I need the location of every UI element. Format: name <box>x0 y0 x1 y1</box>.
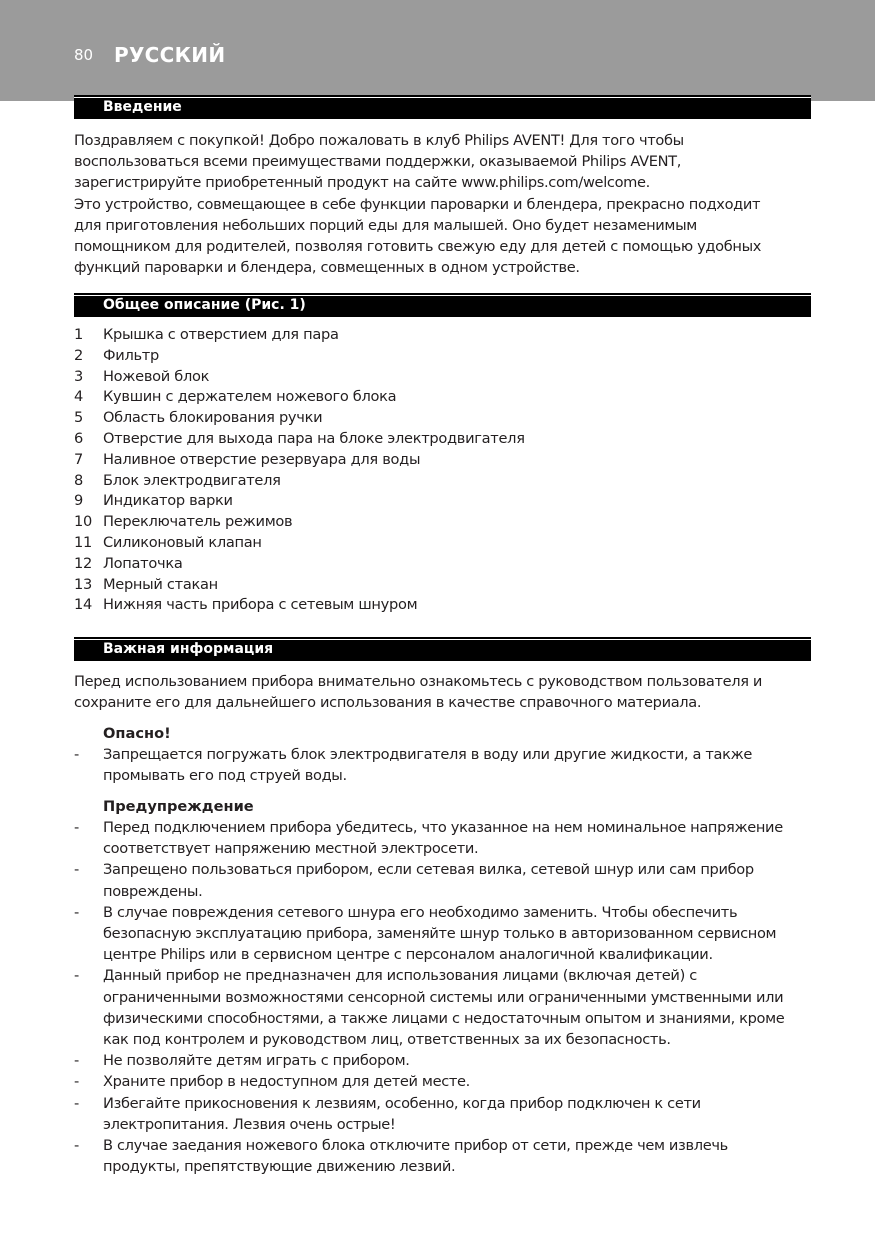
text-line: зарегистрируйте приобретенный продукт на сайте www.philips.com/welcome. <box>74 174 650 192</box>
list-item: 13 Мерный стакан <box>74 575 218 593</box>
important-intro-paragraph <box>74 671 814 713</box>
text-line: функций пароварки и блендера, совмещенных в одном устройстве. <box>74 259 580 277</box>
section-heading-important: Важная информация <box>74 637 811 661</box>
list-item: 9 Индикатор варки <box>74 492 233 510</box>
section-heading-general-description: Общее описание (Рис. 1) <box>74 293 811 317</box>
text-line: помощником для родителей, позволяя готовить свежую еду для детей с помощью удобных <box>74 238 762 256</box>
list-item: 12 Лопаточка <box>74 554 183 572</box>
list-item: 14 Нижняя часть прибора с сетевым шнуром <box>74 596 418 614</box>
danger-list <box>74 744 814 786</box>
list-item: 4 Кувшин с держателем ножевого блока <box>74 388 397 406</box>
text-line: Поздравляем с покупкой! Добро пожаловать в клуб Philips AVENT! Для того чтобы <box>74 132 684 149</box>
danger-heading: Опасно! <box>103 725 171 742</box>
text-line: сохраните его для дальнейшего использования в качестве справочного материала. <box>74 694 702 712</box>
list-item: - Данный прибор не предназначен для использования лицами (включая детей) с ограниченными возможностями сенсорной системы или ограниченными умственными или физическими способностями, а также лицами с недостаточным опытом и знаниями, кроме как под контролем и руководством лиц, ответственных за их безопасность. <box>74 967 785 1049</box>
warning-heading: Предупреждение <box>103 798 254 815</box>
list-item: 8 Блок электродвигателя <box>74 471 281 489</box>
list-item: 11 Силиконовый клапан <box>74 533 262 551</box>
list-item: 1 Крышка с отверстием для пара <box>74 326 339 343</box>
page-number: 80 <box>74 46 94 64</box>
list-item: - В случае повреждения сетевого шнура его необходимо заменить. Чтобы обеспечить безопасную эксплуатацию прибора, заменяйте шнур только в авторизованном сервисном центре Philips или в сервисном центре с персоналом аналогичной квалификации. <box>74 903 777 964</box>
text-line: Перед использованием прибора внимательно ознакомьтесь с руководством пользователя и <box>74 673 763 690</box>
section-heading-intro: Введение <box>74 95 811 119</box>
warning-list <box>74 817 814 1177</box>
list-item: 2 Фильтр <box>74 346 159 364</box>
list-item: - Запрещается погружать блок электродвигателя в воду или другие жидкости, а также промывать его под струей воды. <box>74 746 753 785</box>
list-item: 10 Переключатель режимов <box>74 513 293 531</box>
list-item: - Избегайте прикосновения к лезвиям, особенно, когда прибор подключен к сети электропитания. Лезвия очень острые! <box>74 1094 701 1133</box>
text-line: воспользоваться всеми преимуществами поддержки, оказываемой Philips AVENT, <box>74 153 682 171</box>
list-item: - В случае заедания ножевого блока отключите прибор от сети, прежде чем извлечь продукты, препятствующие движению лезвий. <box>74 1137 728 1176</box>
language-title: РУССКИЙ <box>114 43 226 67</box>
text-line: Это устройство, совмещающее в себе функции пароварки и блендера, прекрасно подходит <box>74 195 761 213</box>
list-item: - Храните прибор в недоступном для детей месте. <box>74 1073 470 1091</box>
intro-paragraph <box>74 130 814 278</box>
list-item: - Не позволяйте детям играть с прибором. <box>74 1052 410 1070</box>
parts-list <box>74 325 814 616</box>
text-line: для приготовления небольших порций еды для малышей. Оно будет незаменимым <box>74 216 697 234</box>
list-item: 7 Наливное отверстие резервуара для воды <box>74 450 421 468</box>
list-item: 6 Отверстие для выхода пара на блоке электродвигателя <box>74 429 525 447</box>
list-item: - Запрещено пользоваться прибором, если сетевая вилка, сетевой шнур или сам прибор повреждены. <box>74 861 754 900</box>
list-item: 3 Ножевой блок <box>74 367 210 385</box>
list-item: - Перед подключением прибора убедитесь, что указанное на нем номинальное напряжение соответствует напряжению местной электросети. <box>74 819 783 858</box>
page-header-band <box>0 0 875 101</box>
list-item: 5 Область блокирования ручки <box>74 409 323 427</box>
